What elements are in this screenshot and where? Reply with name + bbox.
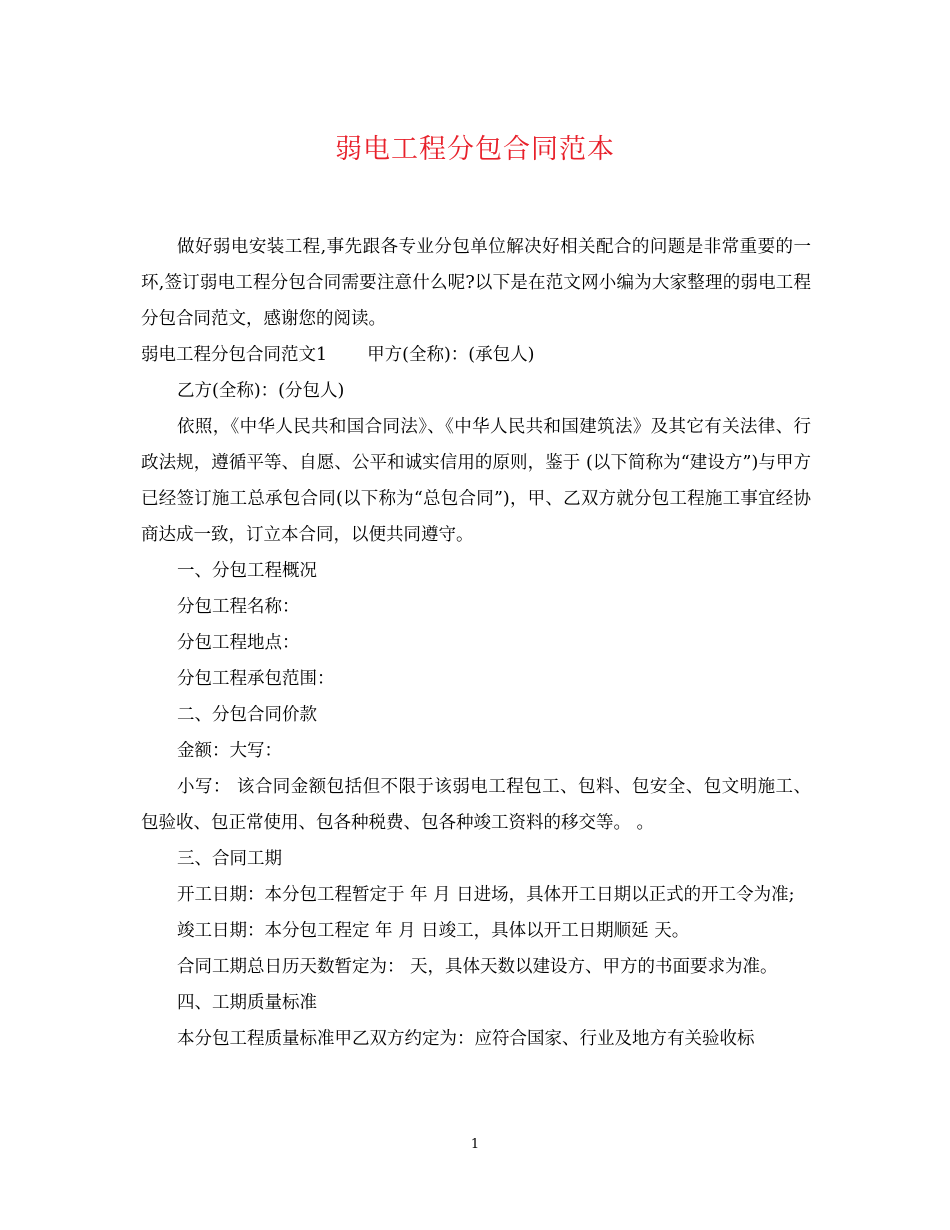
amount-small-paragraph: 小写： 该合同金额包括但不限于该弱电工程包工、包料、包安全、包文明施工、包验收、包正常使用、包各种税费、包各种竣工资料的移交等。 。: [141, 777, 811, 833]
section-heading-duration: 三、合同工期: [177, 849, 282, 869]
sample-heading: 弱电工程分包合同范文1: [141, 345, 328, 365]
section-heading-overview: 一、分包工程概况: [177, 561, 317, 581]
page-number: 1: [470, 1137, 480, 1152]
total-duration-paragraph: 合同工期总日历天数暂定为： 天，具体天数以建设方、甲方的书面要求为准。: [177, 957, 778, 977]
section-heading-quality: 四、工期质量标准: [177, 993, 317, 1013]
document-body: [141, 229, 811, 1057]
start-date-paragraph: 开工日期：本分包工程暂定于 年 月 日进场，具体开工日期以正式的开工令为准;: [177, 885, 795, 905]
sample-heading-line: [141, 337, 811, 373]
project-scope-line: 分包工程承包范围：: [177, 669, 335, 689]
completion-date-line: 竣工日期：本分包工程定 年 月 日竣工，具体以开工日期顺延 天。: [177, 921, 690, 941]
legal-basis-paragraph: 依照，《中华人民共和国合同法》、《中华人民共和国建筑法》及其它有关法律、行政法规，遵循平等、自愿、公平和诚实信用的原则，鉴于 (以下简称为“建设方”)与甲方已经签订施工总承包合同(以下称为“总包合同”)，甲、乙双方就分包工程施工事宜经协商达成一致，订立本合同，以便共同遵守。: [141, 417, 811, 545]
amount-capital-line: 金额：大写：: [177, 741, 282, 761]
project-name-line: 分包工程名称：: [177, 597, 300, 617]
document-title: 弱电工程分包合同范本: [335, 134, 615, 165]
section-heading-price: 二、分包合同价款: [177, 705, 317, 725]
project-location-line: 分包工程地点：: [177, 633, 300, 653]
quality-standard-line: 本分包工程质量标准甲乙双方约定为：应符合国家、行业及地方有关验收标: [177, 1029, 755, 1049]
party-a-line: 甲方(全称)：(承包人): [367, 345, 535, 365]
party-b-line: 乙方(全称)：(分包人): [177, 381, 345, 401]
intro-paragraph: 做好弱电安装工程,事先跟各专业分包单位解决好相关配合的问题是非常重要的一环,签订弱电工程分包合同需要注意什么呢?以下是在范文网小编为大家整理的弱电工程分包合同范文，感谢您的阅读。: [141, 237, 811, 329]
